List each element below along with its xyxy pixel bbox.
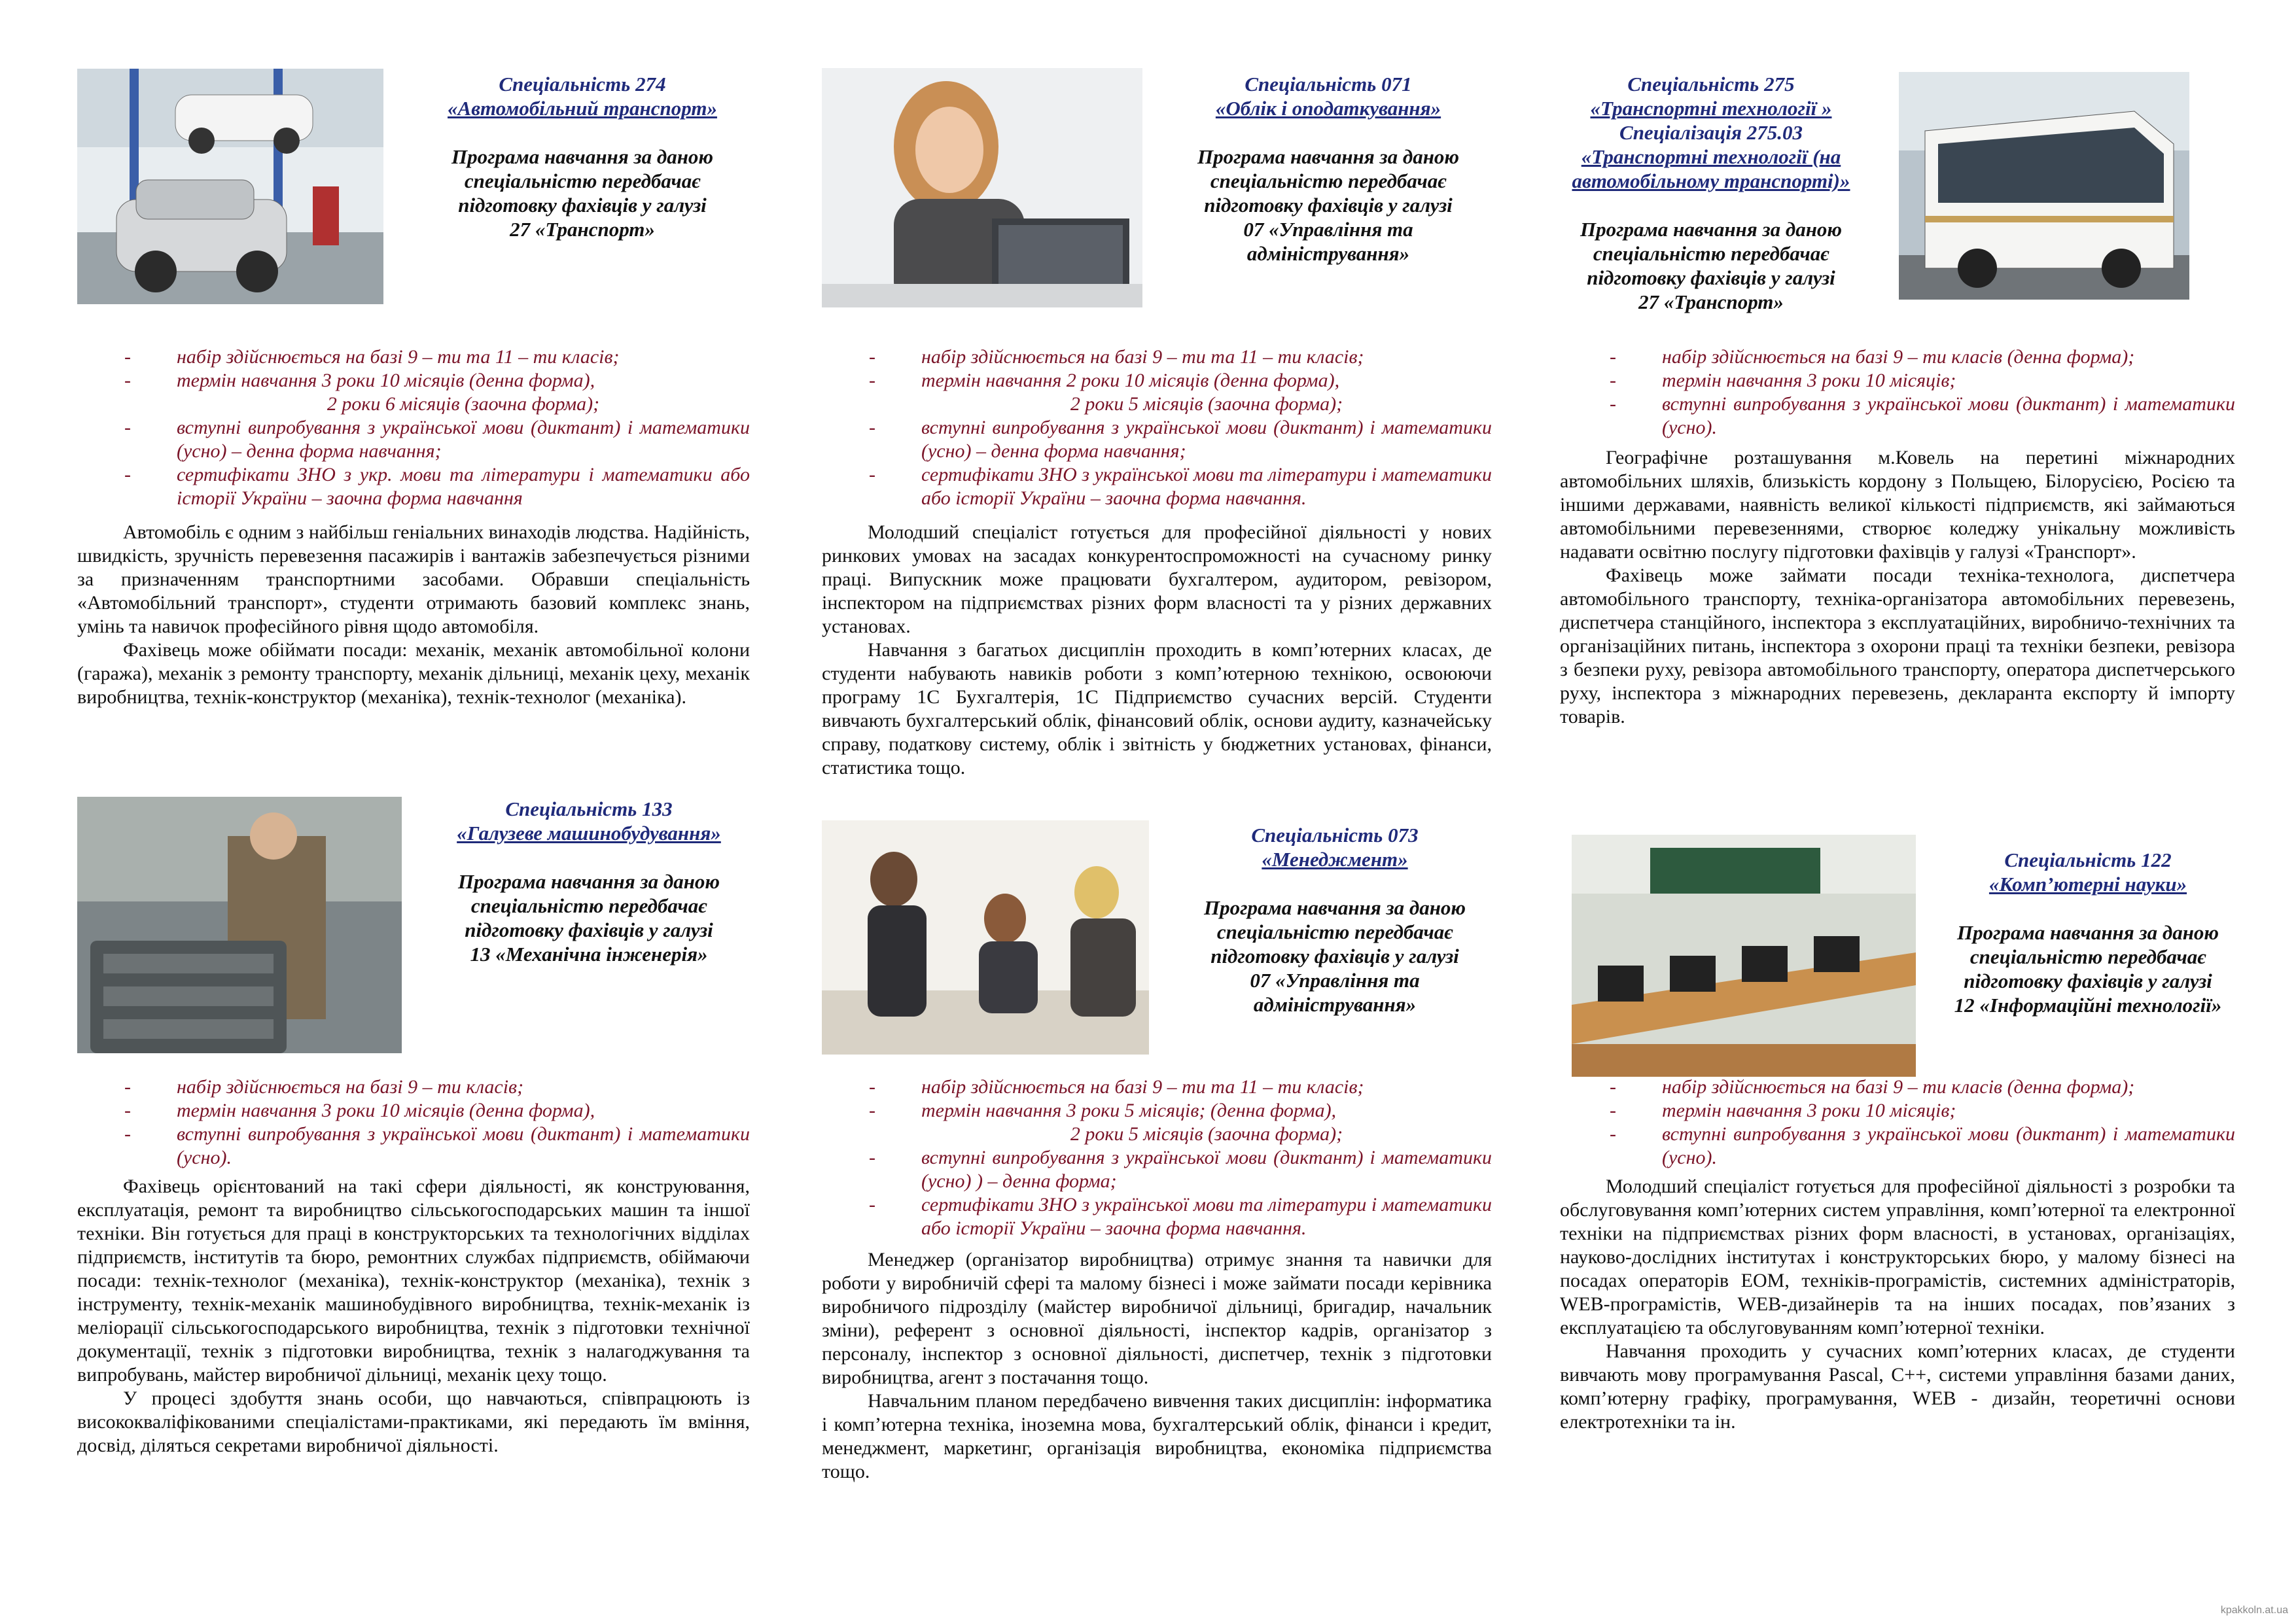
list-item: - вступні випробування з української мови (диктант) і математики (усно) – денна форма навчання;: [124, 417, 750, 462]
list-item: - набір здійснюється на базі 9 – ти класів (денна форма);: [1610, 1076, 2135, 1098]
program-line: підготовку фахівців у галузі: [1587, 266, 1835, 289]
paragraph: Молодший спеціаліст готується для професійної діяльності у нових ринкових умовах на засадах конкурентоспроможності на сучасному ринку праці. Випускник може працювати бухгалтером, аудитором, ревізором, інспектором на підприємствах різних форм власності та у різних державних установах.: [822, 521, 1492, 637]
paragraph: Географічне розташування м.Ковель на перетині міжнародних автомобільних шляхів, близькість кордону з Польщею, Білорусією, Росією та іншими державами, наявність великої кількості підприємств, які займаються автомобільними перевезеннями, створює коледжу унікальну можливість надавати освітню послугу підготовки фахівців у галузі «Транспорт».: [1560, 447, 2235, 563]
paragraph: У процесі здобуття знань особи, що навчаються, співпрацюють із висококваліфікованими спеціалістами-практиками, які передають їм вміння, досвід, діляться секретами виробничої діяльності.: [77, 1387, 750, 1456]
body-text-274: [77, 521, 750, 709]
program-line: спеціальністю передбачає: [1210, 169, 1447, 192]
paragraph: Навчання проходить у сучасних комп’ютерних класах, де студенти вивчають мову програмування Pascal, C++, системи управління базами даних, комп’ютерну графіку, програмування, WEB - дизайн, теоретичні основи електротехніки та ін.: [1560, 1340, 2235, 1433]
program-line: підготовку фахівців у галузі: [458, 194, 707, 217]
program-line: Програма навчання за даною: [457, 870, 720, 893]
list-item: - сертифікати ЗНО з укр. мови та літератури і математики або історії України – заочна форма навчання: [124, 464, 750, 509]
list-item: - термін навчання 3 роки 10 місяців;: [1610, 1100, 1956, 1121]
business-meeting-photo: [822, 820, 1149, 1055]
facts-list-274: [124, 345, 750, 510]
specialty-number: Спеціальність 133: [505, 797, 673, 820]
engine-workshop-photo: [77, 797, 402, 1053]
body-text-122: [1560, 1175, 2235, 1434]
program-line: 12 «Інформаційні технології»: [1954, 994, 2222, 1017]
list-item: - вступні випробування з української мови (диктант) і математики (усно).: [1610, 393, 2235, 438]
list-item: - вступні випробування з української мови (диктант) і математики (усно).: [124, 1123, 750, 1168]
specialty-name: «Автомобільний транспорт»: [448, 97, 717, 120]
list-item: - термін навчання 3 роки 10 місяців;: [1610, 370, 1956, 391]
heading-073: [1165, 823, 1505, 1017]
list-item: - набір здійснюється на базі 9 – ти та 11 – ти класів;: [869, 1076, 1364, 1098]
facts-list-133: [124, 1075, 750, 1170]
list-item: - набір здійснюється на базі 9 – ти та 11 – ти класів;: [124, 346, 620, 368]
program-line: 27 «Транспорт»: [510, 218, 655, 241]
paragraph: Фахівець може займати посади техніка-технолога, диспетчера автомобільного транспорту, техніка-організатора автомобільних перевезень, диспетчера станційного, інспектора з експлуатаційних, виробничо-технічних та організаційних питань, інспектора з охорони праці та техніки безпеки, ревізора з безпеки руху, ревізора автомобільного транспорту, оператора диспетчерського руху, інспектора з міжнародних перевезень, декларанта експорту й імпорту товарів.: [1560, 565, 2235, 727]
program-line: 13 «Механічна інженерія»: [470, 943, 708, 966]
program-line: 07 «Управління та: [1250, 969, 1420, 992]
list-item: - вступні випробування з української мови (диктант) і математики (усно) ) – денна форма;: [869, 1147, 1492, 1192]
list-item: - набір здійснюється на базі 9 – ти та 11 – ти класів;: [869, 346, 1364, 368]
facts-list-275: [1610, 345, 2235, 440]
paragraph: Фахівець може обіймати посади: механік, механік автомобільної колони (гаража), механік з ремонту транспорту, механік дільниці, механік цеху, механік виробництва, технік-конструктор (механіка), технік-технолог (механіка).: [77, 639, 750, 708]
paragraph: Менеджер (організатор виробництва) отримує знання та навички для роботи у виробничій сфері та малому бізнесі і може займати посади керівника виробничого підрозділу (майстер виробничої дільниці, бригадир, начальник зміни), референт з основної діяльності, інспектор кадрів, організатор з персоналу, інспектор з основної діяльності, диспетчер, технік з підготовки виробництва, агент з постачання тощо.: [822, 1249, 1492, 1388]
heading-274: [412, 72, 752, 241]
facts-list-122: [1610, 1075, 2235, 1170]
paragraph: Навчання з багатьох дисциплін проходить в комп’ютерних класах, де студенти набувають навиків роботи з комп’ютерною технікою, освоюючи програму 1С Бухгалтерія, 1С Підприємство сучасних версій. Студенти вивчають бухгалтерський облік, фінансовий облік, основи аудиту, казначейську справу, податкову систему, облік і звітність у бюджетних установах, фінанси, статистика тощо.: [822, 639, 1492, 778]
heading-133: [419, 797, 759, 966]
list-item: - термін навчання 3 роки 10 місяців (денна форма),: [124, 1100, 595, 1121]
paragraph: Навчальним планом передбачено вивчення таких дисциплін: інформатика і комп’ютерна техніка, іноземна мова, бухгалтерський облік, фінанси і кредит, менеджмент, маркетинг, організація виробництва, економіка підприємства тощо.: [822, 1390, 1492, 1482]
program-line: 27 «Транспорт»: [1638, 290, 1784, 313]
bus-photo: [1899, 72, 2189, 300]
specialty-name: «Менеджмент»: [1262, 848, 1408, 871]
program-line: адміністрування»: [1246, 242, 1410, 265]
specialty-name: «Транспортні технології »: [1590, 97, 1832, 120]
program-line: спеціальністю передбачає: [464, 169, 701, 192]
program-line: Програма навчання за даною: [1580, 218, 1843, 241]
program-line: спеціальністю передбачає: [470, 894, 707, 917]
specialty-number: Спеціальність 071: [1245, 73, 1412, 96]
specialty-name: «Облік і оподаткування»: [1215, 97, 1441, 120]
list-item: - набір здійснюється на базі 9 – ти класів;: [124, 1076, 524, 1098]
list-item: - термін навчання 3 роки 5 місяців; (денна форма), 2 роки 5 місяців (заочна форма);: [869, 1100, 1343, 1145]
program-line: спеціальністю передбачає: [1969, 945, 2206, 968]
program-line: адміністрування»: [1253, 993, 1417, 1016]
program-line: підготовку фахівців у галузі: [1210, 945, 1459, 968]
program-line: 07 «Управління та: [1243, 218, 1413, 241]
specialty-number: Спеціальність 122: [2004, 848, 2172, 871]
program-line: Програма навчання за даною: [1197, 145, 1460, 168]
list-item: - вступні випробування з української мови (диктант) і математики (усно).: [1610, 1123, 2235, 1168]
heading-071: [1158, 72, 1498, 266]
heading-122: [1928, 848, 2248, 1017]
paragraph: Автомобіль є одним з найбільш геніальних винаходів людства. Надійність, швидкість, зручність перевезення пасажирів і вантажів забезпечується різними за призначенням транспортними засобами. Обравши спеціальність «Автомобільний транспорт», студенти отримають базовий комплекс знань, умінь та навичок професійного рівня щодо автомобіля.: [77, 521, 750, 637]
program-line: підготовку фахівців у галузі: [1204, 194, 1453, 217]
body-text-275: [1560, 446, 2235, 729]
car-service-photo: [77, 69, 383, 304]
specialty-number: Спеціальність 274: [499, 73, 666, 96]
specialization-name: «Транспортні технології (на автомобільному транспорті)»: [1572, 145, 1850, 192]
program-line: Програма навчання за даною: [1956, 921, 2219, 944]
list-item: - сертифікати ЗНО з української мови та літератури і математики або історії України – заочна форма навчання.: [869, 464, 1492, 509]
facts-list-073: [869, 1075, 1492, 1240]
specialty-name: «Галузеве машинобудування»: [457, 822, 721, 845]
specialty-name: «Комп’ютерні науки»: [1988, 873, 2187, 896]
computer-classroom-photo: [1572, 835, 1916, 1077]
body-text-073: [822, 1248, 1492, 1484]
body-text-133: [77, 1175, 750, 1457]
list-item: - набір здійснюється на базі 9 – ти класів (денна форма);: [1610, 346, 2135, 368]
office-woman-laptop-photo: [822, 68, 1142, 307]
list-item: - вступні випробування з української мови (диктант) і математики (усно) – денна форма навчання;: [869, 417, 1492, 462]
program-line: підготовку фахівців у галузі: [1964, 969, 2212, 992]
list-item: - термін навчання 3 роки 10 місяців (денна форма), 2 роки 6 місяців (заочна форма);: [124, 370, 600, 415]
program-line: спеціальністю передбачає: [1216, 920, 1453, 943]
body-text-071: [822, 521, 1492, 780]
paragraph: Молодший спеціаліст готується для професійної діяльності з розробки та обслуговування комп’ютерних систем управління, комп’ютерної та електронної техніки на підприємствах різних форм власності, в установах, організаціях, науково-дослідних інститутах і конструкторських бюро, у малому бізнесі на посадах операторів ЕОМ, техніків-програмістів, системних адміністраторів, WEB-програмістів, WEB-дизайнерів та на інших посадах, пов’язаних з експлуатацією та обслуговуванням комп’ютерної техніки.: [1560, 1176, 2235, 1338]
paragraph: Фахівець орієнтований на такі сфери діяльності, як конструювання, експлуатація, ремонт та виробництво сільськогосподарських машин та іншої техніки. Він готується для праці в конструкторських та технологічних відділах підприємств, інститутів та бюро, ремонтних службах підприємств, обіймаючи посади: технік-технолог (механіка), технік-конструктор (механіка), технік з інструменту, технік-механік машинобудівного виробництва, технік-механік із меліорації сільськогосподарського виробництва, технік з підготовки технічної документації, технік з підготовки виробництва, технік з налагоджування та випробувань, майстер виробничої дільниці, механік цеху тощо.: [77, 1176, 750, 1386]
list-item: - сертифікати ЗНО з української мови та літератури і математики або історії України – заочна форма навчання.: [869, 1194, 1492, 1239]
facts-list-071: [869, 345, 1492, 510]
specialty-number: Спеціальність 073: [1251, 824, 1419, 846]
program-line: Програма навчання за даною: [451, 145, 714, 168]
program-line: спеціальністю передбачає: [1593, 242, 1829, 265]
specialty-number: Спеціальність 275: [1627, 73, 1795, 96]
heading-275: [1551, 72, 1871, 314]
list-item: - термін навчання 2 роки 10 місяців (денна форма), 2 роки 5 місяців (заочна форма);: [869, 370, 1343, 415]
watermark: kpakkoln.at.ua: [2220, 1605, 2288, 1616]
program-line: Програма навчання за даною: [1203, 896, 1466, 919]
specialization-number: Спеціалізація 275.03: [1619, 121, 1803, 144]
program-line: підготовку фахівців у галузі: [465, 918, 713, 941]
